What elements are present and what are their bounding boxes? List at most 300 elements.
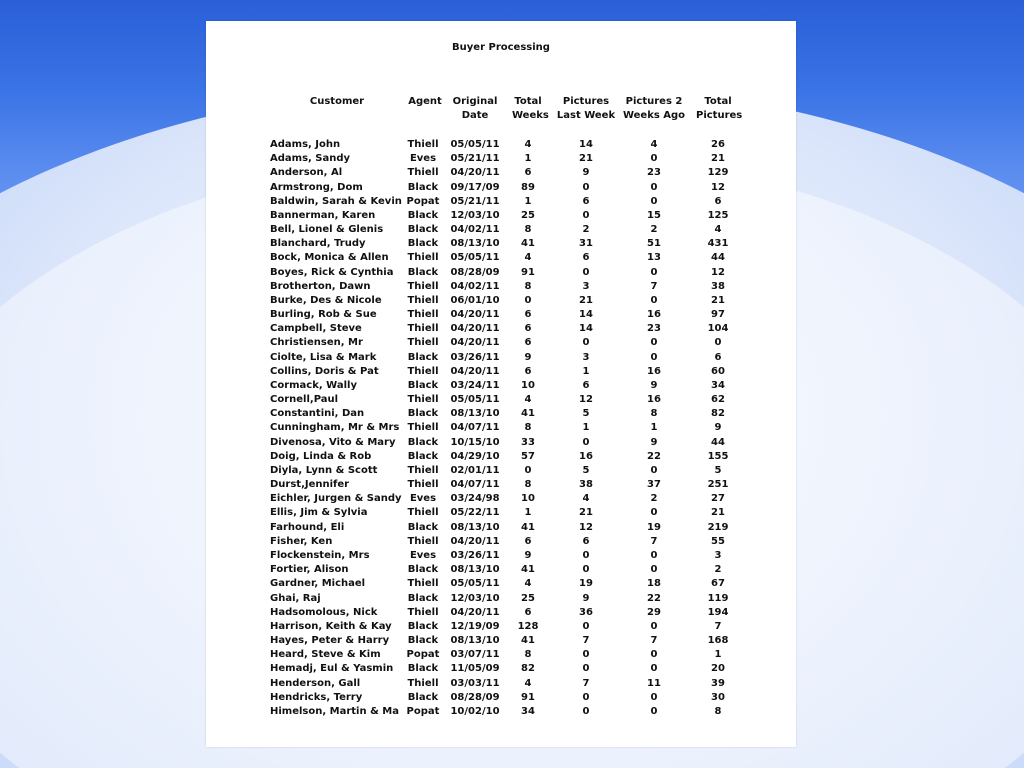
cell-total-weeks: 34	[521, 705, 535, 717]
cell-original-date: 08/13/10	[450, 238, 500, 250]
cell-total-pictures: 219	[707, 521, 729, 533]
cell-pictures-last-week: 5	[582, 464, 590, 476]
cell-total-pictures: 0	[714, 337, 722, 349]
table-row	[270, 294, 750, 308]
cell-original-date: 10/02/10	[450, 705, 500, 717]
cell-total-weeks: 41	[521, 564, 535, 576]
cell-original-date: 06/01/10	[450, 294, 500, 306]
cell-pictures-2-weeks-ago: 37	[647, 479, 661, 491]
cell-total-weeks: 41	[521, 238, 535, 250]
table-row	[270, 563, 750, 577]
cell-pictures-last-week: 0	[582, 209, 590, 221]
cell-pictures-last-week: 6	[582, 379, 590, 391]
cell-total-pictures: 30	[711, 691, 725, 703]
cell-pictures-last-week: 0	[582, 436, 590, 448]
cell-total-pictures: 12	[711, 266, 725, 278]
cell-agent: Black	[407, 379, 439, 391]
cell-customer: Adams, Sandy	[270, 153, 351, 165]
cell-total-pictures: 129	[707, 167, 729, 179]
cell-pictures-2-weeks-ago: 18	[647, 578, 661, 590]
cell-customer: Heard, Steve & Kim	[270, 649, 381, 661]
cell-customer: Henderson, Gall	[270, 677, 361, 689]
table-body	[270, 138, 750, 719]
cell-total-weeks: 0	[524, 294, 532, 306]
cell-total-pictures: 82	[711, 408, 725, 420]
cell-customer: Burling, Rob & Sue	[270, 309, 377, 321]
cell-pictures-last-week: 7	[582, 677, 590, 689]
table-row	[270, 138, 750, 152]
cell-customer: Baldwin, Sarah & Kevin	[270, 195, 402, 207]
cell-original-date: 03/07/11	[450, 649, 500, 661]
cell-original-date: 04/02/11	[450, 224, 500, 236]
cell-customer: Himelson, Martin & Ma	[270, 705, 399, 717]
cell-pictures-last-week: 21	[579, 153, 593, 165]
cell-original-date: 05/21/11	[450, 195, 500, 207]
cell-pictures-last-week: 6	[582, 195, 590, 207]
cell-customer: Adams, John	[270, 139, 341, 150]
cell-pictures-2-weeks-ago: 16	[647, 394, 661, 406]
table-row	[270, 351, 750, 365]
cell-pictures-last-week: 3	[582, 280, 590, 292]
cell-pictures-2-weeks-ago: 8	[650, 408, 658, 420]
cell-pictures-last-week: 21	[579, 294, 593, 306]
cell-total-weeks: 4	[524, 252, 532, 264]
cell-pictures-2-weeks-ago: 0	[650, 507, 658, 519]
cell-pictures-2-weeks-ago: 22	[647, 592, 661, 604]
cell-total-weeks: 4	[524, 578, 532, 590]
cell-total-pictures: 26	[711, 139, 725, 150]
cell-total-weeks: 6	[524, 337, 532, 349]
cell-pictures-2-weeks-ago: 51	[647, 238, 661, 250]
cell-total-pictures: 194	[707, 606, 729, 618]
cell-pictures-last-week: 9	[582, 167, 590, 179]
cell-pictures-2-weeks-ago: 2	[650, 224, 658, 236]
cell-agent: Eves	[409, 493, 437, 505]
cell-agent: Black	[407, 592, 439, 604]
table-row	[270, 478, 750, 492]
cell-pictures-last-week: 12	[579, 521, 593, 533]
cell-pictures-2-weeks-ago: 0	[650, 691, 658, 703]
cell-total-weeks: 41	[521, 521, 535, 533]
cell-total-pictures: 125	[707, 209, 729, 221]
cell-total-pictures: 119	[707, 592, 729, 604]
cell-pictures-last-week: 6	[582, 535, 590, 547]
table-row	[270, 237, 750, 251]
cell-pictures-last-week: 2	[582, 224, 590, 236]
cell-agent: Thiell	[407, 578, 439, 590]
cell-pictures-last-week: 36	[579, 606, 593, 618]
cell-agent: Thiell	[407, 280, 439, 292]
cell-pictures-last-week: 38	[579, 479, 593, 491]
table-row	[270, 620, 750, 634]
cell-total-weeks: 9	[524, 549, 532, 561]
cell-total-pictures: 6	[714, 195, 722, 207]
cell-pictures-2-weeks-ago: 0	[650, 351, 658, 363]
cell-original-date: 08/28/09	[450, 691, 500, 703]
cell-total-pictures: 3	[714, 549, 722, 561]
table-row	[270, 436, 750, 450]
cell-total-pictures: 1	[714, 649, 722, 661]
cell-pictures-2-weeks-ago: 0	[650, 195, 658, 207]
cell-pictures-2-weeks-ago: 0	[650, 181, 658, 193]
cell-original-date: 05/21/11	[450, 153, 500, 165]
cell-pictures-2-weeks-ago: 11	[647, 677, 661, 689]
cell-total-weeks: 41	[521, 408, 535, 420]
cell-agent: Black	[407, 266, 439, 278]
cell-total-weeks: 4	[524, 394, 532, 406]
cell-total-weeks: 6	[524, 535, 532, 547]
cell-agent: Thiell	[407, 606, 439, 618]
cell-customer: Eichler, Jurgen & Sandy	[270, 493, 402, 505]
table-row	[270, 251, 750, 265]
cell-customer: Hayes, Peter & Harry	[270, 635, 390, 647]
cell-pictures-last-week: 14	[579, 309, 593, 321]
cell-total-pictures: 4	[714, 224, 722, 236]
cell-original-date: 04/07/11	[450, 422, 500, 434]
cell-total-weeks: 9	[524, 351, 532, 363]
cell-customer: Harrison, Keith & Kay	[270, 620, 392, 632]
cell-pictures-last-week: 1	[582, 422, 590, 434]
cell-total-weeks: 8	[524, 649, 532, 661]
cell-pictures-last-week: 0	[582, 564, 590, 576]
cell-total-weeks: 8	[524, 422, 532, 434]
table-row	[270, 195, 750, 209]
cell-total-pictures: 104	[707, 323, 729, 335]
cell-total-weeks: 57	[521, 450, 535, 462]
cell-total-weeks: 1	[524, 195, 532, 207]
cell-customer: Divenosa, Vito & Mary	[270, 436, 396, 448]
table-row	[270, 492, 750, 506]
table-row	[270, 266, 750, 280]
table-row	[270, 393, 750, 407]
cell-original-date: 04/20/11	[450, 337, 500, 349]
cell-agent: Thiell	[407, 479, 439, 491]
cell-agent: Thiell	[407, 394, 439, 406]
cell-customer: Hemadj, Eul & Yasmin	[270, 663, 394, 675]
cell-total-pictures: 27	[711, 493, 725, 505]
cell-total-pictures: 21	[711, 153, 725, 165]
header-pictures-last-week: Pictures Last Week	[556, 96, 616, 121]
cell-original-date: 04/20/11	[450, 365, 500, 377]
cell-customer: Brotherton, Dawn	[270, 280, 371, 292]
cell-original-date: 11/05/09	[450, 663, 500, 675]
cell-original-date: 05/05/11	[450, 139, 500, 150]
cell-agent: Thiell	[407, 464, 439, 476]
cell-pictures-2-weeks-ago: 16	[647, 309, 661, 321]
cell-original-date: 04/20/11	[450, 535, 500, 547]
table-row	[270, 308, 750, 322]
cell-customer: Anderson, Al	[270, 167, 343, 179]
cell-total-pictures: 6	[714, 351, 722, 363]
cell-pictures-last-week: 0	[582, 549, 590, 561]
cell-agent: Thiell	[407, 337, 439, 349]
cell-pictures-2-weeks-ago: 23	[647, 323, 661, 335]
header-customer: Customer	[309, 96, 365, 107]
table-row	[270, 223, 750, 237]
cell-total-pictures: 168	[707, 635, 729, 647]
cell-total-pictures: 62	[711, 394, 725, 406]
cell-customer: Fisher, Ken	[270, 535, 333, 547]
cell-agent: Black	[407, 209, 439, 221]
document-page	[206, 21, 796, 747]
cell-total-weeks: 6	[524, 365, 532, 377]
cell-pictures-2-weeks-ago: 7	[650, 280, 658, 292]
cell-customer: Cunningham, Mr & Mrs	[270, 422, 400, 434]
cell-total-weeks: 6	[524, 323, 532, 335]
cell-pictures-last-week: 31	[579, 238, 593, 250]
cell-total-weeks: 1	[524, 153, 532, 165]
cell-original-date: 03/26/11	[450, 351, 500, 363]
table-row	[270, 407, 750, 421]
cell-customer: Durst,Jennifer	[270, 479, 350, 491]
table-row	[270, 336, 750, 350]
table-row	[270, 648, 750, 662]
cell-pictures-last-week: 21	[579, 507, 593, 519]
cell-pictures-last-week: 4	[582, 493, 590, 505]
cell-original-date: 03/03/11	[450, 677, 500, 689]
cell-customer: Boyes, Rick & Cynthia	[270, 266, 394, 278]
cell-total-pictures: 12	[711, 181, 725, 193]
cell-total-pictures: 44	[711, 436, 725, 448]
cell-agent: Black	[407, 691, 439, 703]
cell-pictures-2-weeks-ago: 22	[647, 450, 661, 462]
cell-original-date: 02/01/11	[450, 464, 500, 476]
cell-agent: Thiell	[407, 535, 439, 547]
cell-original-date: 12/03/10	[450, 592, 500, 604]
cell-customer: Fortier, Alison	[270, 564, 349, 576]
cell-original-date: 05/05/11	[450, 578, 500, 590]
cell-pictures-2-weeks-ago: 0	[650, 337, 658, 349]
cell-agent: Black	[407, 450, 439, 462]
cell-agent: Eves	[409, 549, 437, 561]
cell-total-pictures: 251	[707, 479, 729, 491]
table-row	[270, 592, 750, 606]
cell-customer: Cornell,Paul	[270, 394, 339, 406]
cell-pictures-2-weeks-ago: 9	[650, 436, 658, 448]
cell-pictures-last-week: 16	[579, 450, 593, 462]
cell-original-date: 08/13/10	[450, 635, 500, 647]
cell-pictures-2-weeks-ago: 7	[650, 635, 658, 647]
cell-original-date: 12/19/09	[450, 620, 500, 632]
cell-total-weeks: 91	[521, 266, 535, 278]
cell-pictures-2-weeks-ago: 0	[650, 663, 658, 675]
cell-customer: Bock, Monica & Allen	[270, 252, 389, 264]
cell-total-weeks: 128	[517, 620, 539, 632]
cell-pictures-2-weeks-ago: 0	[650, 649, 658, 661]
buyer-table	[270, 95, 750, 717]
cell-total-weeks: 25	[521, 592, 535, 604]
cell-pictures-2-weeks-ago: 0	[650, 705, 658, 717]
cell-customer: Bannerman, Karen	[270, 209, 376, 221]
cell-agent: Popat	[406, 649, 440, 661]
cell-original-date: 03/24/11	[450, 379, 500, 391]
cell-pictures-2-weeks-ago: 13	[647, 252, 661, 264]
cell-total-weeks: 89	[521, 181, 535, 193]
cell-total-pictures: 44	[711, 252, 725, 264]
cell-pictures-last-week: 0	[582, 266, 590, 278]
table-row	[270, 691, 750, 705]
cell-pictures-2-weeks-ago: 0	[650, 266, 658, 278]
cell-agent: Black	[407, 436, 439, 448]
cell-customer: Campbell, Steve	[270, 323, 362, 335]
cell-total-weeks: 4	[524, 139, 532, 150]
cell-pictures-2-weeks-ago: 7	[650, 535, 658, 547]
cell-pictures-last-week: 1	[582, 365, 590, 377]
cell-pictures-2-weeks-ago: 0	[650, 564, 658, 576]
table-row	[270, 677, 750, 691]
table-row	[270, 152, 750, 166]
cell-agent: Black	[407, 351, 439, 363]
cell-total-pictures: 20	[711, 663, 725, 675]
cell-pictures-last-week: 14	[579, 323, 593, 335]
cell-pictures-2-weeks-ago: 9	[650, 379, 658, 391]
table-row	[270, 549, 750, 563]
cell-pictures-2-weeks-ago: 0	[650, 549, 658, 561]
cell-agent: Thiell	[407, 507, 439, 519]
cell-original-date: 12/03/10	[450, 209, 500, 221]
cell-agent: Thiell	[407, 422, 439, 434]
table-row	[270, 280, 750, 294]
cell-pictures-last-week: 3	[582, 351, 590, 363]
cell-pictures-last-week: 0	[582, 181, 590, 193]
cell-original-date: 04/20/11	[450, 323, 500, 335]
cell-pictures-2-weeks-ago: 0	[650, 153, 658, 165]
cell-pictures-last-week: 0	[582, 691, 590, 703]
cell-agent: Thiell	[407, 252, 439, 264]
cell-pictures-last-week: 9	[582, 592, 590, 604]
header-total-pictures: Total Pictures	[696, 96, 743, 121]
cell-pictures-2-weeks-ago: 0	[650, 294, 658, 306]
cell-total-weeks: 25	[521, 209, 535, 221]
cell-total-weeks: 6	[524, 309, 532, 321]
cell-agent: Thiell	[407, 309, 439, 321]
cell-customer: Ciolte, Lisa & Mark	[270, 351, 377, 363]
cell-agent: Black	[407, 408, 439, 420]
cell-pictures-last-week: 19	[579, 578, 593, 590]
cell-customer: Gardner, Michael	[270, 578, 366, 590]
cell-original-date: 04/29/10	[450, 450, 500, 462]
cell-original-date: 04/02/11	[450, 280, 500, 292]
cell-pictures-last-week: 0	[582, 649, 590, 661]
cell-pictures-last-week: 5	[582, 408, 590, 420]
table-row	[270, 166, 750, 180]
cell-total-weeks: 91	[521, 691, 535, 703]
cell-agent: Black	[407, 620, 439, 632]
cell-total-pictures: 9	[714, 422, 722, 434]
cell-pictures-last-week: 12	[579, 394, 593, 406]
table-row	[270, 506, 750, 520]
cell-total-weeks: 8	[524, 224, 532, 236]
cell-pictures-2-weeks-ago: 1	[650, 422, 658, 434]
cell-pictures-2-weeks-ago: 23	[647, 167, 661, 179]
cell-customer: Burke, Des & Nicole	[270, 294, 382, 306]
cell-total-pictures: 5	[714, 464, 722, 476]
cell-customer: Constantini, Dan	[270, 408, 365, 420]
cell-pictures-2-weeks-ago: 29	[647, 606, 661, 618]
cell-customer: Armstrong, Dom	[270, 181, 363, 193]
cell-total-pictures: 60	[711, 365, 725, 377]
cell-total-pictures: 8	[714, 705, 722, 717]
cell-original-date: 04/07/11	[450, 479, 500, 491]
table-row	[270, 662, 750, 676]
cell-agent: Black	[407, 224, 439, 236]
cell-customer: Flockenstein, Mrs	[270, 549, 370, 561]
cell-agent: Thiell	[407, 294, 439, 306]
table-row	[270, 322, 750, 336]
cell-original-date: 09/17/09	[450, 181, 500, 193]
cell-total-pictures: 2	[714, 564, 722, 576]
table-row	[270, 521, 750, 535]
cell-customer: Farhound, Eli	[270, 521, 345, 533]
cell-customer: Ellis, Jim & Sylvia	[270, 507, 368, 519]
cell-total-pictures: 67	[711, 578, 725, 590]
table-row	[270, 464, 750, 478]
cell-total-pictures: 21	[711, 294, 725, 306]
cell-original-date: 08/13/10	[450, 408, 500, 420]
cell-total-pictures: 38	[711, 280, 725, 292]
cell-agent: Popat	[406, 705, 440, 717]
cell-original-date: 05/05/11	[450, 252, 500, 264]
cell-original-date: 08/28/09	[450, 266, 500, 278]
cell-original-date: 08/13/10	[450, 521, 500, 533]
table-header	[270, 95, 750, 139]
cell-total-pictures: 7	[714, 620, 722, 632]
cell-original-date: 03/26/11	[450, 549, 500, 561]
cell-agent: Black	[407, 663, 439, 675]
cell-total-pictures: 34	[711, 379, 725, 391]
table-row	[270, 421, 750, 435]
cell-original-date: 08/13/10	[450, 564, 500, 576]
cell-original-date: 04/20/11	[450, 606, 500, 618]
header-agent: Agent	[408, 96, 442, 107]
cell-agent: Thiell	[407, 677, 439, 689]
cell-customer: Cormack, Wally	[270, 379, 357, 391]
cell-total-weeks: 8	[524, 280, 532, 292]
cell-total-pictures: 21	[711, 507, 725, 519]
cell-customer: Doig, Linda & Rob	[270, 450, 372, 462]
cell-original-date: 04/20/11	[450, 309, 500, 321]
cell-customer: Hadsomolous, Nick	[270, 606, 378, 618]
cell-total-weeks: 10	[521, 493, 535, 505]
header-pictures-2-weeks-ago: Pictures 2 Weeks Ago	[622, 96, 686, 121]
table-row	[270, 606, 750, 620]
cell-agent: Black	[407, 238, 439, 250]
table-row	[270, 181, 750, 195]
cell-pictures-2-weeks-ago: 4	[650, 139, 658, 150]
cell-pictures-2-weeks-ago: 0	[650, 620, 658, 632]
cell-pictures-last-week: 6	[582, 252, 590, 264]
cell-agent: Thiell	[407, 167, 439, 179]
cell-pictures-2-weeks-ago: 19	[647, 521, 661, 533]
cell-total-weeks: 0	[524, 464, 532, 476]
cell-customer: Hendricks, Terry	[270, 691, 363, 703]
cell-original-date: 10/15/10	[450, 436, 500, 448]
table-row	[270, 379, 750, 393]
table-row	[270, 577, 750, 591]
cell-total-weeks: 33	[521, 436, 535, 448]
cell-pictures-last-week: 0	[582, 337, 590, 349]
cell-agent: Black	[407, 564, 439, 576]
cell-customer: Christiensen, Mr	[270, 337, 363, 349]
cell-original-date: 03/24/98	[450, 493, 500, 505]
cell-agent: Black	[407, 181, 439, 193]
table-row	[270, 535, 750, 549]
cell-agent: Thiell	[407, 139, 439, 150]
cell-pictures-2-weeks-ago: 16	[647, 365, 661, 377]
header-original-date: Original Date	[452, 96, 498, 121]
cell-customer: Collins, Doris & Pat	[270, 365, 379, 377]
table-row	[270, 365, 750, 379]
